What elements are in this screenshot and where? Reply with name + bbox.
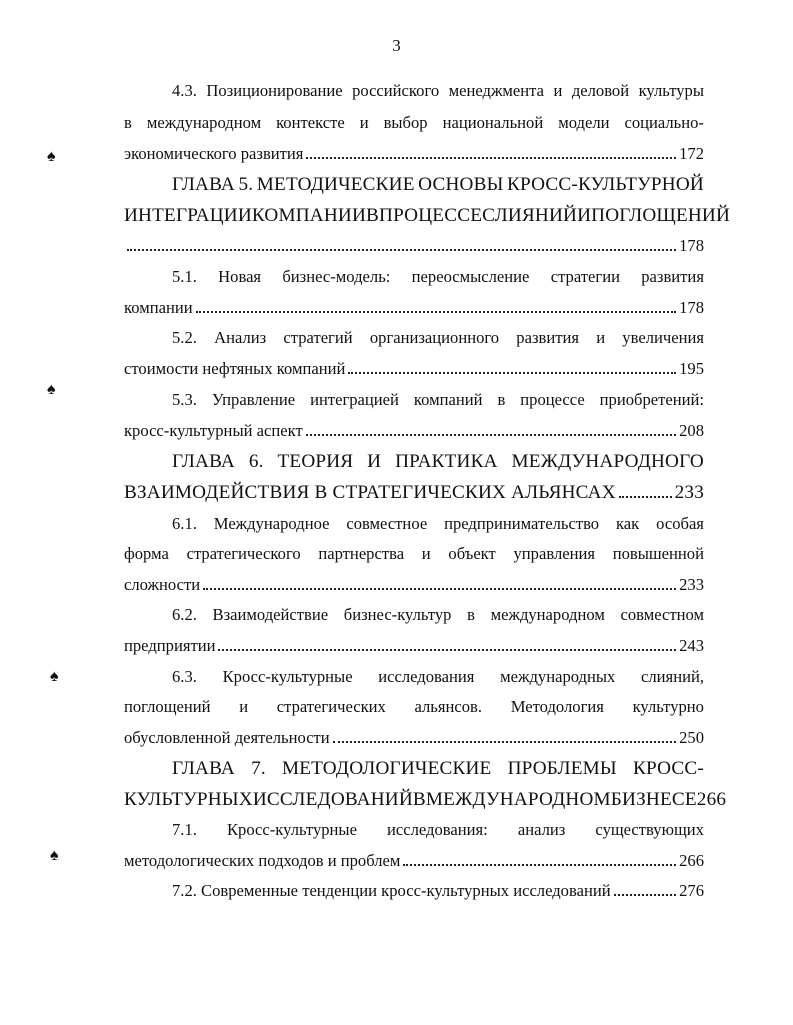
toc-entry-7-1-line-1: 7.1. Кросс-культурные исследования: анализ существующих [172, 820, 704, 839]
page-ref: 250 [679, 728, 704, 747]
toc-chapter-5-line-3 [124, 233, 704, 259]
page-ref: 233 [679, 575, 704, 594]
page-ref: 266 [679, 851, 704, 870]
dot-leader [196, 311, 677, 313]
toc-entry-6-2-line-2: предприятии 243 [124, 633, 704, 659]
dot-leader [614, 894, 677, 896]
dot-leader [403, 864, 676, 866]
toc-entry-5-3-line-1: 5.3. Управление интеграцией компаний в процессе приобретений: [172, 390, 704, 409]
page-ref: 276 [679, 881, 704, 900]
toc-entry-4-3-line-1: 4.3. Позиционирование российского менеджмента и деловой культуры [172, 81, 704, 100]
toc-entry-7-1-line-2: методологических подходов и проблем 266 [124, 848, 704, 874]
dot-leader [127, 249, 676, 251]
toc-chapter-5-line-1: ГЛАВА 5. МЕТОДИЧЕСКИЕ ОСНОВЫ КРОСС-КУЛЬТУРНОЙ [172, 174, 704, 195]
dot-leader [348, 372, 676, 374]
toc-entry-4-3-line-2: в международном контексте и выбор национальной модели социально- [124, 113, 704, 132]
toc-chapter-7-line-2: КУЛЬТУРНЫХ ИССЛЕДОВАНИЙ В МЕЖДУНАРОДНОМ БИЗНЕСЕ 266 [124, 787, 704, 813]
page-ref: 233 [674, 482, 704, 503]
toc-chapter-6-line-2: ВЗАИМОДЕЙСТВИЯ В СТРАТЕГИЧЕСКИХ АЛЬЯНСАХ 233 [124, 480, 704, 506]
toc-entry-6-3-line-1: 6.3. Кросс-культурные исследования международных слияний, [172, 667, 704, 686]
dot-leader [306, 434, 676, 436]
dot-leader [203, 588, 676, 590]
toc-entry-7-2-line-1: 7.2. Современные тенденции кросс-культурных исследований 276 [124, 878, 704, 904]
toc-entry-4-3-line-3: экономического развития 172 [124, 141, 704, 167]
toc-entry-6-1-line-3: сложности 233 [124, 572, 704, 598]
page-ref: 208 [679, 421, 704, 440]
page-ref: 178 [679, 298, 704, 317]
dot-leader [218, 649, 676, 651]
page-ref: 195 [679, 359, 704, 378]
toc-entry-5-1-line-2: компании 178 [124, 295, 704, 321]
toc-entry-6-1-line-1: 6.1. Международное совместное предпринимательство как особая [172, 514, 704, 533]
toc-entry-5-3-line-2: кросс-культурный аспект 208 [124, 418, 704, 444]
dot-leader [619, 496, 672, 498]
page-ref: 243 [679, 636, 704, 655]
page-ref: 172 [679, 144, 704, 163]
toc-entry-6-2-line-1: 6.2. Взаимодействие бизнес-культур в международном совместном [172, 605, 704, 624]
toc-chapter-6-line-1: ГЛАВА 6. ТЕОРИЯ И ПРАКТИКА МЕЖДУНАРОДНОГО [172, 451, 704, 472]
toc-entry-5-2-line-1: 5.2. Анализ стратегий организационного развития и увеличения [172, 328, 704, 347]
toc-entry-5-1-line-1: 5.1. Новая бизнес-модель: переосмысление стратегии развития [172, 267, 704, 286]
page-ref: 266 [696, 789, 727, 810]
page-number: 3 [392, 36, 401, 55]
page-ref: 178 [679, 236, 704, 255]
dot-leader [333, 741, 676, 743]
toc-entry-6-3-line-2: поглощений и стратегических альянсов. Методология культурно [124, 697, 704, 716]
margin-mark: ♠ [47, 381, 56, 398]
toc-entry-6-3-line-3: обусловленной деятельности 250 [124, 725, 704, 751]
toc-chapter-5-line-2: ИНТЕГРАЦИИ КОМПАНИИ В ПРОЦЕССЕ СЛИЯНИЙ И ПОГЛОЩЕНИЙ [124, 205, 731, 226]
toc-chapter-7-line-1: ГЛАВА 7. МЕТОДОЛОГИЧЕСКИЕ ПРОБЛЕМЫ КРОСС- [172, 758, 704, 779]
margin-mark: ♠ [50, 668, 59, 685]
toc-entry-6-1-line-2: форма стратегического партнерства и объект управления повышенной [124, 544, 704, 563]
margin-mark: ♠ [47, 148, 56, 165]
toc-entry-5-2-line-2: стоимости нефтяных компаний 195 [124, 356, 704, 382]
margin-mark: ♠ [50, 847, 59, 864]
dot-leader [306, 157, 676, 159]
